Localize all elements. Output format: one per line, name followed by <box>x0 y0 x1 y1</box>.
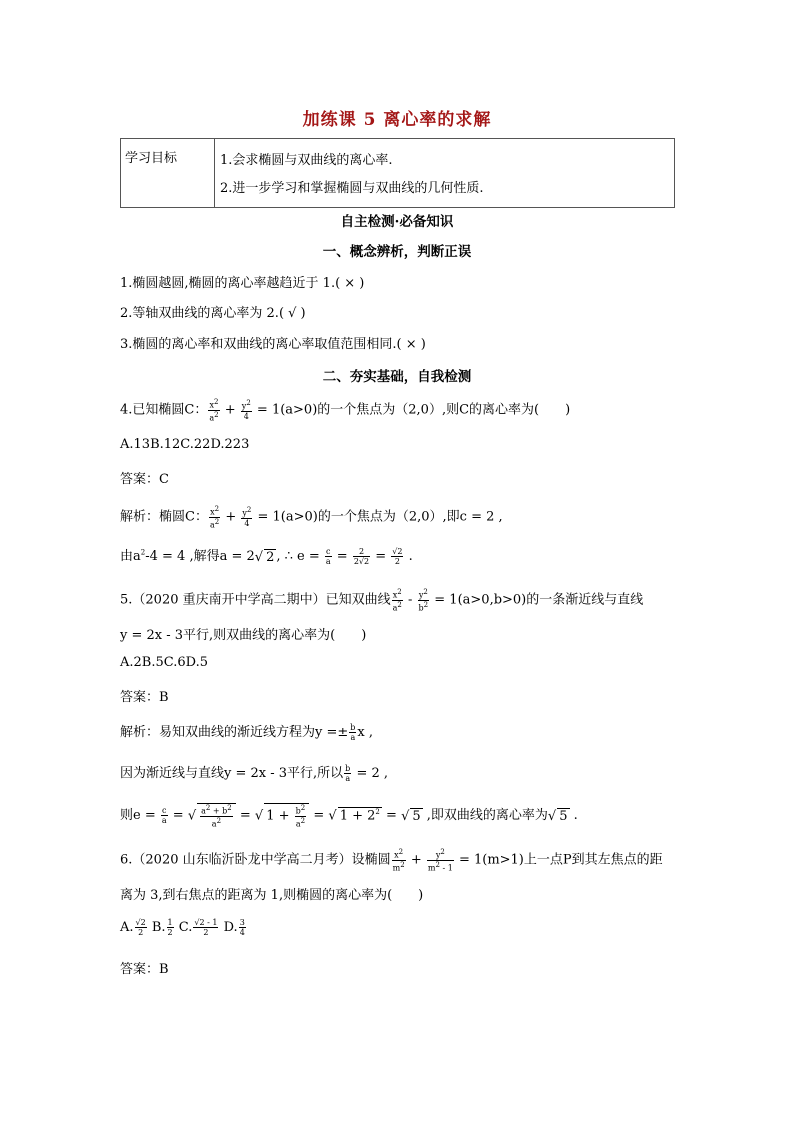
question-4-solution-2: 由$a^2-4 = 4$ ,解得a = 2√ 2 , ∴ e = $\frac{c}{a}$ = $\frac{2}{2√2}$ = $\frac{√2}{2}$ . <box>120 547 413 566</box>
q4-sol1-b: = 1(a>0)的一个焦点为（2,0）,即c = 2 , <box>257 509 503 525</box>
question-5-stem: 5.（2020 重庆南开中学高二期中）已知双曲线 $\frac{x^2}{a^2}$ - $\frac{y^2}{b^2}$ = 1(a>0,b>0)的一条渐近线与直线 <box>120 588 644 613</box>
question-5-solution-2 <box>120 762 388 783</box>
goals-label: 学习目标 <box>121 139 215 208</box>
question-5-options: A.2B.5C.6D.5 <box>120 655 208 670</box>
formula: $\frac{c}{a}$ <box>325 547 331 566</box>
question-6-stem-2: 离为 3,到右焦点的距离为 1,则椭圆的离心率为( ) <box>120 888 424 903</box>
question-4-solution-1: 解析：椭圆C： $\frac{x^2}{a^2}$ + $\frac{y^2}{4}$ = 1(a>0)的一个焦点为（2,0）,即c = 2 , <box>120 505 503 530</box>
section-heading-main: 自主检测·必备知识 <box>340 214 454 230</box>
goals-items <box>215 139 675 208</box>
page-title: 加练课 5 离心率的求解 <box>302 110 492 130</box>
formula: $\frac{b}{a}$ <box>350 723 356 742</box>
formula: $\frac{3}{4}$ <box>239 918 245 937</box>
formula: $\frac{y^2}{m^2 - 1}$ <box>427 848 453 873</box>
section-heading-2: 二、夯实基础，自我检测 <box>322 369 472 385</box>
learning-goals-table <box>120 138 675 208</box>
formula: $\frac{√2}{2}$ <box>135 918 146 937</box>
q4-sol2-c: , ∴ e = <box>276 549 320 564</box>
question-4-answer: 答案：C <box>120 472 169 487</box>
question-6-options: A. $\frac{√2}{2}$ B. $\frac{1}{2}$ C. $\frac{√2 - 1}{2}$ D. $\frac{3}{4}$ <box>120 918 245 937</box>
formula: $\frac{2}{2√2}$ <box>353 547 370 566</box>
formula: $\frac{y^2}{b^2}$ <box>418 588 429 613</box>
judge-item: 3.椭圆的离心率和双曲线的离心率取值范围相同.( × ) <box>120 337 426 352</box>
question-6-stem: 6.（2020 山东临沂卧龙中学高二月考）设椭圆 $\frac{x^2}{m^2}$ + $\frac{y^2}{m^2 - 1}$ = 1(m>1)上一点P到其左焦点的距 <box>120 848 663 873</box>
q5-sol2: 因为渐近线与直线y = 2x - 3平行,所以 <box>120 766 344 781</box>
q5-stem-b: = 1(a>0,b>0)的一条渐近线与直线 <box>434 592 644 608</box>
q5-sol1: 解析：易知双曲线的渐近线方程为y =± <box>120 725 349 740</box>
q6-stem-b: = 1(m>1)上一点P到其左焦点的距 <box>458 852 663 868</box>
question-5-solution-3: 则e = $\frac{c}{a}$ = √ $\frac{a^2 + b^2}{a^2}$ = √ 1 + $\frac{b^2}{a^2}$ = √ $1 + 2^2$ = √ 5 ,即双曲线的离心率为√ 5 . <box>120 804 578 829</box>
formula: $\frac{x^2}{a^2}$ <box>392 588 402 613</box>
q6-stem-a: 6.（2020 山东临沂卧龙中学高二月考）设椭圆 <box>120 852 391 868</box>
q4-stem-b: = 1(a>0)的一个焦点为（2,0）,则C的离心率为( ) <box>256 402 571 418</box>
question-6-answer: 答案：B <box>120 962 169 977</box>
q5-sol3-a: 则e = <box>120 808 156 824</box>
formula: $\frac{x^2}{a^2}$ <box>209 505 220 530</box>
formula: $\frac{1}{2}$ <box>167 918 173 937</box>
formula: $\frac{y^2}{4}$ <box>241 399 251 421</box>
q5-sol2-end: = 2 , <box>356 766 388 781</box>
question-4-stem: 4.已知椭圆C： $\frac{x^2}{a^2}$ + $\frac{y^2}{4}$ = 1(a>0)的一个焦点为（2,0）,则C的离心率为( ) <box>120 398 571 423</box>
formula: $\frac{√2 - 1}{2}$ <box>194 918 218 937</box>
question-5-stem-2: y = 2x - 3平行,则双曲线的离心率为( ) <box>120 628 367 643</box>
q4-sol1-a: 解析：椭圆C： <box>120 509 208 525</box>
formula: $\frac{√2}{2}$ <box>392 547 403 566</box>
question-5-answer: 答案：B <box>120 690 169 705</box>
q4-sol2-a: 由a <box>120 549 141 564</box>
q4-stem-a: 4.已知椭圆C： <box>120 402 208 418</box>
question-5-solution-1: 解析：易知双曲线的渐近线方程为y =± $\frac{b}{a}$ x , <box>120 723 373 742</box>
formula: $\frac{y^2}{4}$ <box>242 506 252 528</box>
goal-item: 2.进一步学习和掌握椭圆与双曲线的几何性质. <box>220 181 484 196</box>
question-4-options: A.13B.12C.22D.223 <box>120 437 250 452</box>
judge-item: 2.等轴双曲线的离心率为 2.( √ ) <box>120 306 306 321</box>
formula: $\frac{b}{a}$ <box>345 764 351 783</box>
q5-sol3-end: ,即双曲线的离心率为 <box>426 808 548 824</box>
goal-item: 1.会求椭圆与双曲线的离心率. <box>220 153 393 168</box>
judge-item: 1.椭圆越圆,椭圆的离心率越趋近于 1.( × ) <box>120 276 365 291</box>
section-heading-1: 一、概念辨析，判断正误 <box>322 244 472 260</box>
q5-stem-a: 5.（2020 重庆南开中学高二期中）已知双曲线 <box>120 592 391 608</box>
formula: $\frac{c}{a}$ <box>161 806 167 826</box>
formula: $\frac{x^2}{m^2}$ <box>392 848 405 873</box>
q4-sol2-b: -4 = 4 ,解得a = 2 <box>145 549 255 564</box>
formula: $\frac{x^2}{a^2}$ <box>209 398 219 423</box>
